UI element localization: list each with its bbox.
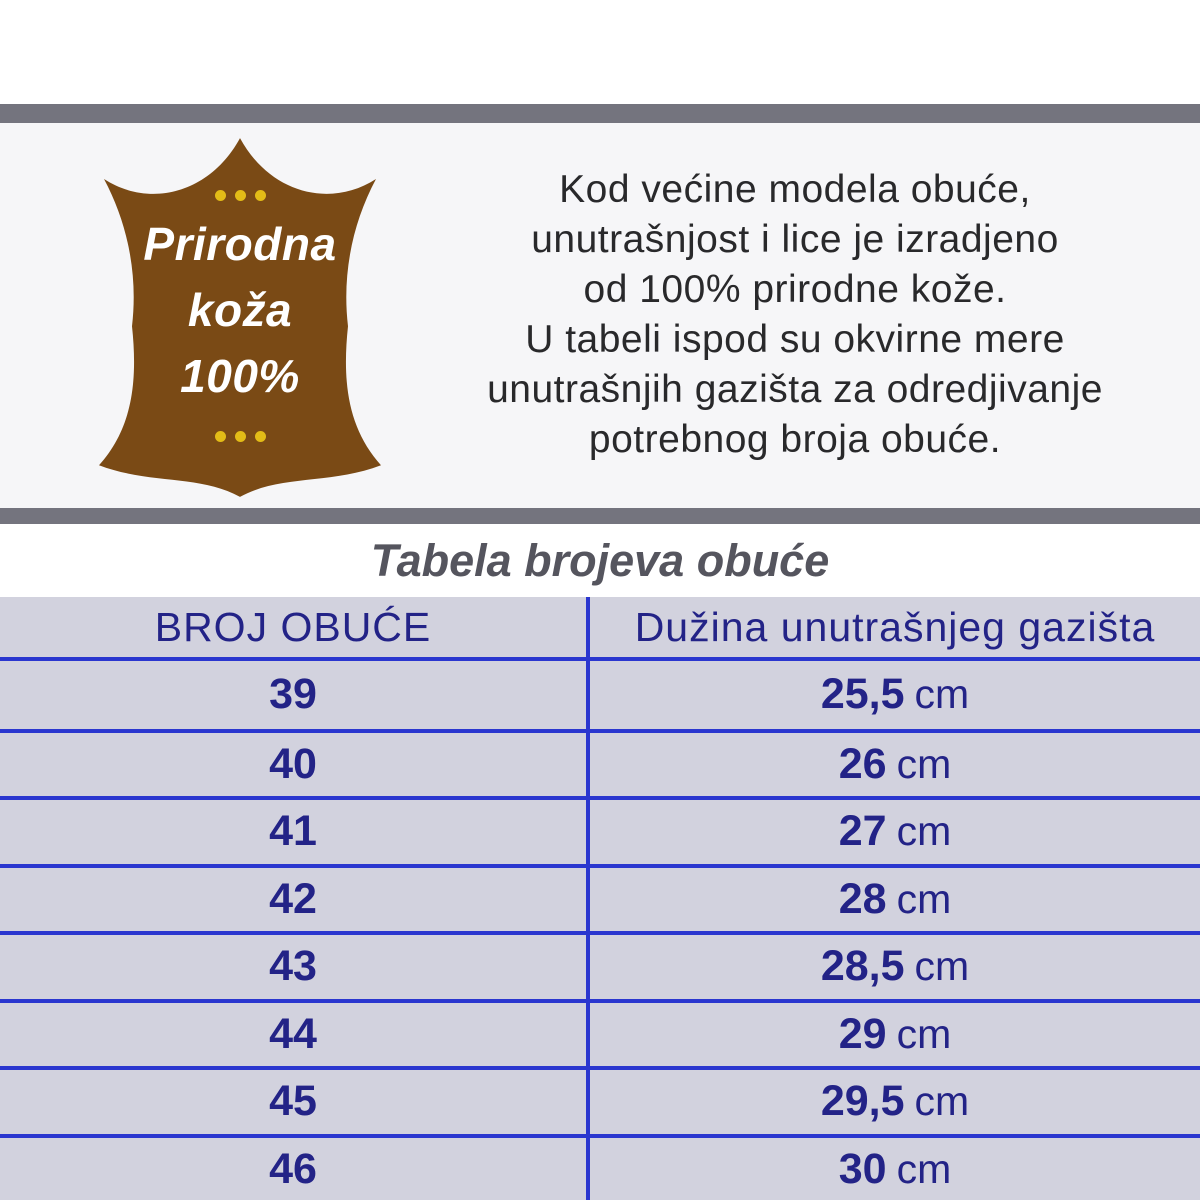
length-unit: cm <box>896 808 952 855</box>
length-unit: cm <box>914 943 970 990</box>
size-cell: 46 <box>0 1138 590 1200</box>
table-row <box>0 796 1200 864</box>
length-cell <box>590 935 1200 999</box>
size-cell: 45 <box>0 1070 590 1134</box>
leather-info-panel <box>0 123 1200 508</box>
length-value: 27 <box>838 807 887 856</box>
column-header-length: Dužina unutrašnjeg gazišta <box>634 603 1156 650</box>
table-header-row <box>0 597 1200 661</box>
intro-line: U tabeli ispod su okvirne mere <box>525 318 1065 361</box>
length-cell <box>590 868 1200 932</box>
dot-icon <box>255 431 266 442</box>
length-value: 25,5 <box>820 670 905 719</box>
length-unit: cm <box>896 740 952 787</box>
size-cell: 39 <box>0 661 590 729</box>
size-cell: 43 <box>0 935 590 999</box>
intro-line: od 100% prirodne kože. <box>583 268 1007 311</box>
badge-line-3: 100% <box>180 350 300 402</box>
length-cell <box>590 1003 1200 1067</box>
shoe-size-table <box>0 597 1200 1200</box>
intro-line: Kod većine modela obuće, <box>559 168 1031 211</box>
length-value: 29 <box>838 1009 887 1058</box>
length-unit: cm <box>896 1145 952 1192</box>
length-cell <box>590 1070 1200 1134</box>
length-value: 29,5 <box>820 1077 905 1126</box>
column-header-size: BROJ OBUĆE <box>0 597 590 657</box>
table-row <box>0 661 1200 729</box>
dot-icon <box>215 431 226 442</box>
length-value: 30 <box>838 1144 887 1193</box>
table-title: Tabela brojeva obuće <box>0 524 1200 597</box>
table-row <box>0 864 1200 932</box>
top-divider-bar <box>0 104 1200 123</box>
table-row <box>0 729 1200 797</box>
badge-line-1: Prirodna <box>143 218 337 270</box>
dot-icon <box>235 190 246 201</box>
table-row <box>0 1066 1200 1134</box>
badge-text <box>143 211 336 409</box>
length-unit: cm <box>896 875 952 922</box>
table-row <box>0 931 1200 999</box>
size-cell: 42 <box>0 868 590 932</box>
dot-icon <box>235 431 246 442</box>
table-row <box>0 1134 1200 1200</box>
intro-line: potrebnog broja obuće. <box>588 418 1002 461</box>
length-unit: cm <box>896 1010 952 1057</box>
length-cell <box>590 733 1200 797</box>
size-cell: 40 <box>0 733 590 797</box>
length-cell <box>590 800 1200 864</box>
length-cell <box>590 1138 1200 1200</box>
length-value: 28 <box>838 874 887 923</box>
size-cell: 44 <box>0 1003 590 1067</box>
dots-top-icon <box>215 190 266 201</box>
size-cell: 41 <box>0 800 590 864</box>
length-unit: cm <box>914 671 970 718</box>
dot-icon <box>215 190 226 201</box>
dot-icon <box>255 190 266 201</box>
intro-line: unutrašnjih gazišta za odredjivanje <box>487 368 1103 411</box>
length-unit: cm <box>914 1078 970 1125</box>
length-value: 26 <box>838 739 887 788</box>
length-cell <box>590 661 1200 729</box>
badge-content <box>90 132 390 500</box>
middle-divider-bar <box>0 508 1200 524</box>
intro-paragraph <box>400 165 1190 465</box>
leather-badge <box>90 132 390 500</box>
table-row <box>0 999 1200 1067</box>
badge-line-2: koža <box>187 284 293 336</box>
intro-line: unutrašnjost i lice je izradjeno <box>531 218 1059 261</box>
dots-bottom-icon <box>215 431 266 442</box>
length-value: 28,5 <box>820 942 905 991</box>
